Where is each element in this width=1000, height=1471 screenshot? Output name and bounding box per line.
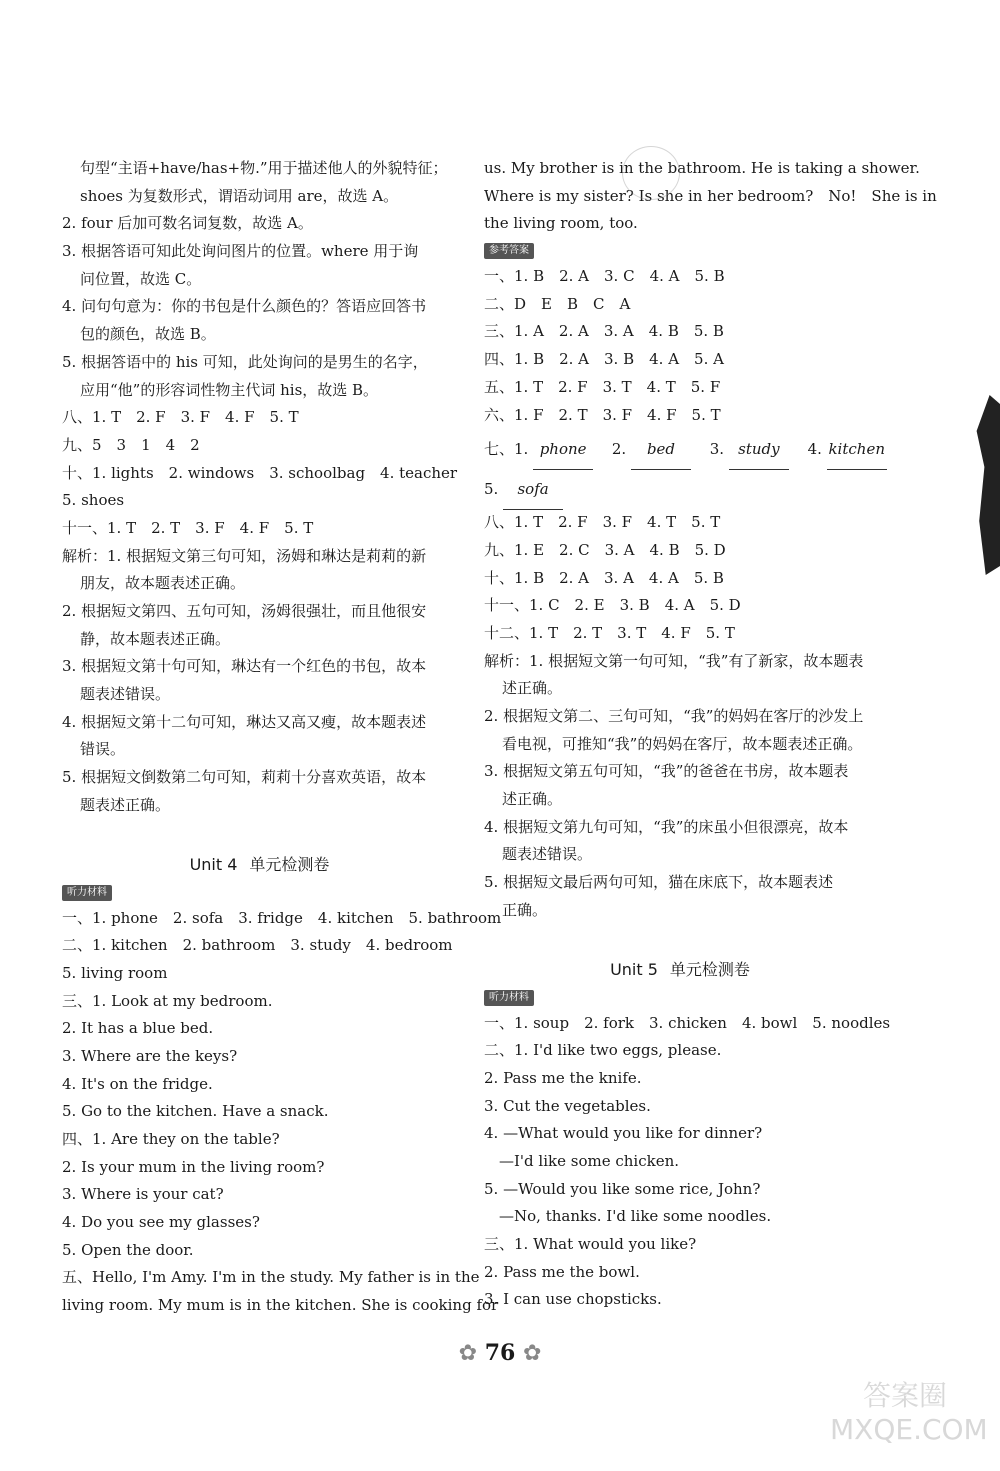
item-number: 3. bbox=[709, 440, 725, 459]
text-line: 二、1. kitchen 2. bathroom 3. study 4. bedroom bbox=[62, 936, 453, 955]
text-line: 2. Pass me the bowl. bbox=[484, 1262, 640, 1281]
text-line: 2. 根据短文第二、三句可知，“我”的妈妈在客厅的沙发上 bbox=[484, 707, 864, 725]
handwritten-answers-row bbox=[484, 429, 885, 469]
answer-key-explanations bbox=[484, 509, 876, 924]
text-line: 4. —What would you like for dinner? bbox=[484, 1124, 763, 1143]
right-column bbox=[484, 155, 937, 1314]
text-line: 错误。 bbox=[80, 740, 126, 759]
unit5-subtitle: 单元检测卷 bbox=[669, 959, 750, 979]
text-line: 2. Is your mum in the living room? bbox=[62, 1157, 325, 1176]
text-line: 3. 根据短文第十句可知，琳达有一个红色的书包，故本 bbox=[62, 657, 427, 676]
text-line: 十一、1. C 2. E 3. B 4. A 5. D bbox=[484, 596, 741, 615]
text-line: 题表述正确。 bbox=[80, 795, 171, 814]
text-line: 十、1. lights 2. windows 3. schoolbag 4. teacher bbox=[62, 463, 458, 482]
left-explanations bbox=[62, 155, 457, 820]
text-line: 5. 根据答语中的 his 可知，此处询问的是男生的名字， bbox=[62, 352, 428, 371]
text-line: shoes 为复数形式，谓语动词用 are，故选 A。 bbox=[80, 186, 399, 205]
text-line: 九、5 3 1 4 2 bbox=[62, 435, 200, 454]
text-line: 2. Pass me the knife. bbox=[484, 1068, 642, 1087]
text-line: 3. Where is your cat? bbox=[62, 1185, 224, 1204]
unit5-heading bbox=[484, 955, 876, 985]
item-number: 1. bbox=[514, 440, 529, 459]
unit4-title: Unit 4 bbox=[189, 854, 238, 874]
palm-tree-icon: ✿ bbox=[458, 1341, 478, 1366]
unit4-listening-script bbox=[62, 905, 502, 1320]
text-line: the living room, too. bbox=[484, 214, 638, 233]
text-line: 5. Open the door. bbox=[62, 1240, 194, 1259]
text-line: 三、1. Look at my bedroom. bbox=[62, 991, 273, 1010]
text-line: —No, thanks. I'd like some noodles. bbox=[484, 1207, 772, 1226]
text-line: 朋友，故本题表述正确。 bbox=[80, 574, 246, 593]
text-line: 应用“他”的形容词性物主代词 his，故选 B。 bbox=[80, 380, 379, 399]
text-line: 十一、1. T 2. T 3. F 4. F 5. T bbox=[62, 518, 314, 537]
text-line: 十、1. B 2. A 3. A 4. A 5. B bbox=[484, 568, 724, 587]
text-line: Where is my sister? Is she in her bedroom? No! She is in bbox=[484, 186, 937, 205]
text-line: 九、1. E 2. C 3. A 4. B 5. D bbox=[484, 540, 726, 559]
text-line: living room. My mum is in the kitchen. She is cooking for bbox=[62, 1296, 499, 1315]
unit4-subtitle: 单元检测卷 bbox=[249, 854, 330, 874]
text-line: 解析：1. 根据短文第一句可知，“我”有了新家，故本题表 bbox=[484, 651, 864, 670]
handwritten-word: sofa bbox=[503, 469, 563, 510]
text-line: 二、1. I'd like two eggs, please. bbox=[484, 1041, 722, 1060]
text-line: 二、D E B C A bbox=[484, 294, 631, 313]
handwritten-word: bed bbox=[631, 429, 691, 470]
handwritten-word: kitchen bbox=[827, 429, 887, 470]
text-line: 六、1. F 2. T 3. F 4. F 5. T bbox=[484, 405, 721, 424]
text-line: 三、1. What would you like? bbox=[484, 1235, 697, 1253]
watermark-logo: 答案圈 MXQE.COM bbox=[830, 1379, 988, 1446]
text-line: 4. Do you see my glasses? bbox=[62, 1213, 260, 1232]
text-line: 5. Go to the kitchen. Have a snack. bbox=[62, 1102, 329, 1121]
text-line: 5. living room bbox=[62, 963, 168, 982]
text-line: 五、1. T 2. F 3. T 4. T 5. F bbox=[484, 377, 721, 396]
text-line: 2. It has a blue bed. bbox=[62, 1019, 214, 1038]
text-line: 五、Hello, I'm Amy. I'm in the study. My father is in the bbox=[62, 1268, 480, 1287]
text-line: 看电视，可推知“我”的妈妈在客厅，故本题表述正确。 bbox=[502, 734, 863, 753]
text-line: —I'd like some chicken. bbox=[484, 1151, 680, 1170]
section-seven-label: 七、 bbox=[484, 440, 515, 459]
listening-material-tag-2: 听力材料 bbox=[484, 990, 534, 1006]
palm-tree-icon: ✿ bbox=[522, 1341, 542, 1366]
text-line: 八、1. T 2. F 3. F 4. T 5. T bbox=[484, 513, 721, 532]
text-line: 4. 根据短文第九句可知，“我”的床虽小但很漂亮，故本 bbox=[484, 817, 849, 836]
listening-material-tag: 听力材料 bbox=[62, 885, 112, 901]
text-line: 正确。 bbox=[502, 900, 548, 919]
text-line: 十二、1. T 2. T 3. T 4. F 5. T bbox=[484, 623, 735, 642]
text-line: 句型“主语+have/has+物.”用于描述他人的外貌特征； bbox=[80, 159, 448, 177]
text-line: 问位置，故选 C。 bbox=[80, 269, 202, 288]
text-line: 4. 问句句意为：你的书包是什么颜色的？答语应回答书 bbox=[62, 297, 427, 316]
page-footer bbox=[0, 1340, 1000, 1366]
ink-stamp-icon bbox=[622, 146, 680, 200]
item-number: 5. bbox=[484, 480, 499, 499]
handwritten-answers-row-2 bbox=[484, 469, 876, 509]
text-line: 一、1. soup 2. fork 3. chicken 4. bowl 5. noodles bbox=[484, 1013, 891, 1032]
text-line: 三、1. A 2. A 3. A 4. B 5. B bbox=[484, 322, 724, 341]
unit5-listening-script bbox=[484, 1010, 891, 1315]
text-line: 四、1. B 2. A 3. B 4. A 5. A bbox=[484, 350, 724, 369]
text-line: 3. I can use chopsticks. bbox=[484, 1290, 662, 1309]
text-line: 静，故本题表述正确。 bbox=[80, 629, 231, 648]
text-line: 一、1. phone 2. sofa 3. fridge 4. kitchen 5. bathroom bbox=[62, 908, 502, 927]
item-number: 2. bbox=[611, 440, 627, 459]
listening-script-continued bbox=[484, 155, 937, 238]
text-line: 解析：1. 根据短文第三句可知，汤姆和琳达是莉莉的新 bbox=[62, 546, 427, 565]
handwritten-word: phone bbox=[533, 429, 593, 470]
left-column bbox=[62, 155, 502, 1320]
text-line: 3. Cut the vegetables. bbox=[484, 1096, 651, 1115]
text-line: 3. 根据短文第五句可知，“我”的爸爸在书房，故本题表 bbox=[484, 762, 849, 781]
handwritten-word: study bbox=[729, 429, 789, 470]
text-line: 5. 根据短文最后两句可知，猫在床底下，故本题表述 bbox=[484, 873, 834, 892]
text-line: 3. Where are the keys? bbox=[62, 1046, 238, 1065]
text-line: 一、1. B 2. A 3. C 4. A 5. B bbox=[484, 267, 725, 286]
text-line: 题表述错误。 bbox=[502, 845, 593, 864]
text-line: 述正确。 bbox=[502, 790, 563, 809]
text-line: 八、1. T 2. F 3. F 4. F 5. T bbox=[62, 408, 299, 427]
answer-key-list bbox=[484, 263, 876, 429]
text-line: 5. shoes bbox=[62, 491, 125, 510]
text-line: 4. 根据短文第十二句可知，琳达又高又瘦，故本题表述 bbox=[62, 712, 427, 731]
text-line: 3. 根据答语可知此处询问图片的位置。where 用于询 bbox=[62, 242, 419, 261]
item-number: 4. bbox=[807, 440, 822, 459]
unit4-heading bbox=[62, 850, 457, 880]
page-number: 76 bbox=[484, 1340, 516, 1366]
text-line: 5. —Would you like some rice, John? bbox=[484, 1179, 761, 1198]
text-line: 2. four 后加可数名词复数，故选 A。 bbox=[62, 214, 313, 233]
text-line: 2. 根据短文第四、五句可知，汤姆很强壮，而且他很安 bbox=[62, 602, 427, 620]
text-line: 包的颜色，故选 B。 bbox=[80, 325, 216, 344]
text-line: 四、1. Are they on the table? bbox=[62, 1130, 280, 1148]
text-line: us. My brother is in the bathroom. He is taking a shower. bbox=[484, 159, 920, 177]
text-line: 题表述错误。 bbox=[80, 685, 171, 704]
answer-key-tag: 参考答案 bbox=[484, 243, 534, 259]
text-line: 4. It's on the fridge. bbox=[62, 1074, 213, 1093]
torn-edge-shadow bbox=[974, 395, 1000, 575]
text-line: 述正确。 bbox=[502, 679, 563, 698]
unit5-title: Unit 5 bbox=[610, 959, 658, 979]
text-line: 5. 根据短文倒数第二句可知，莉莉十分喜欢英语，故本 bbox=[62, 768, 427, 787]
